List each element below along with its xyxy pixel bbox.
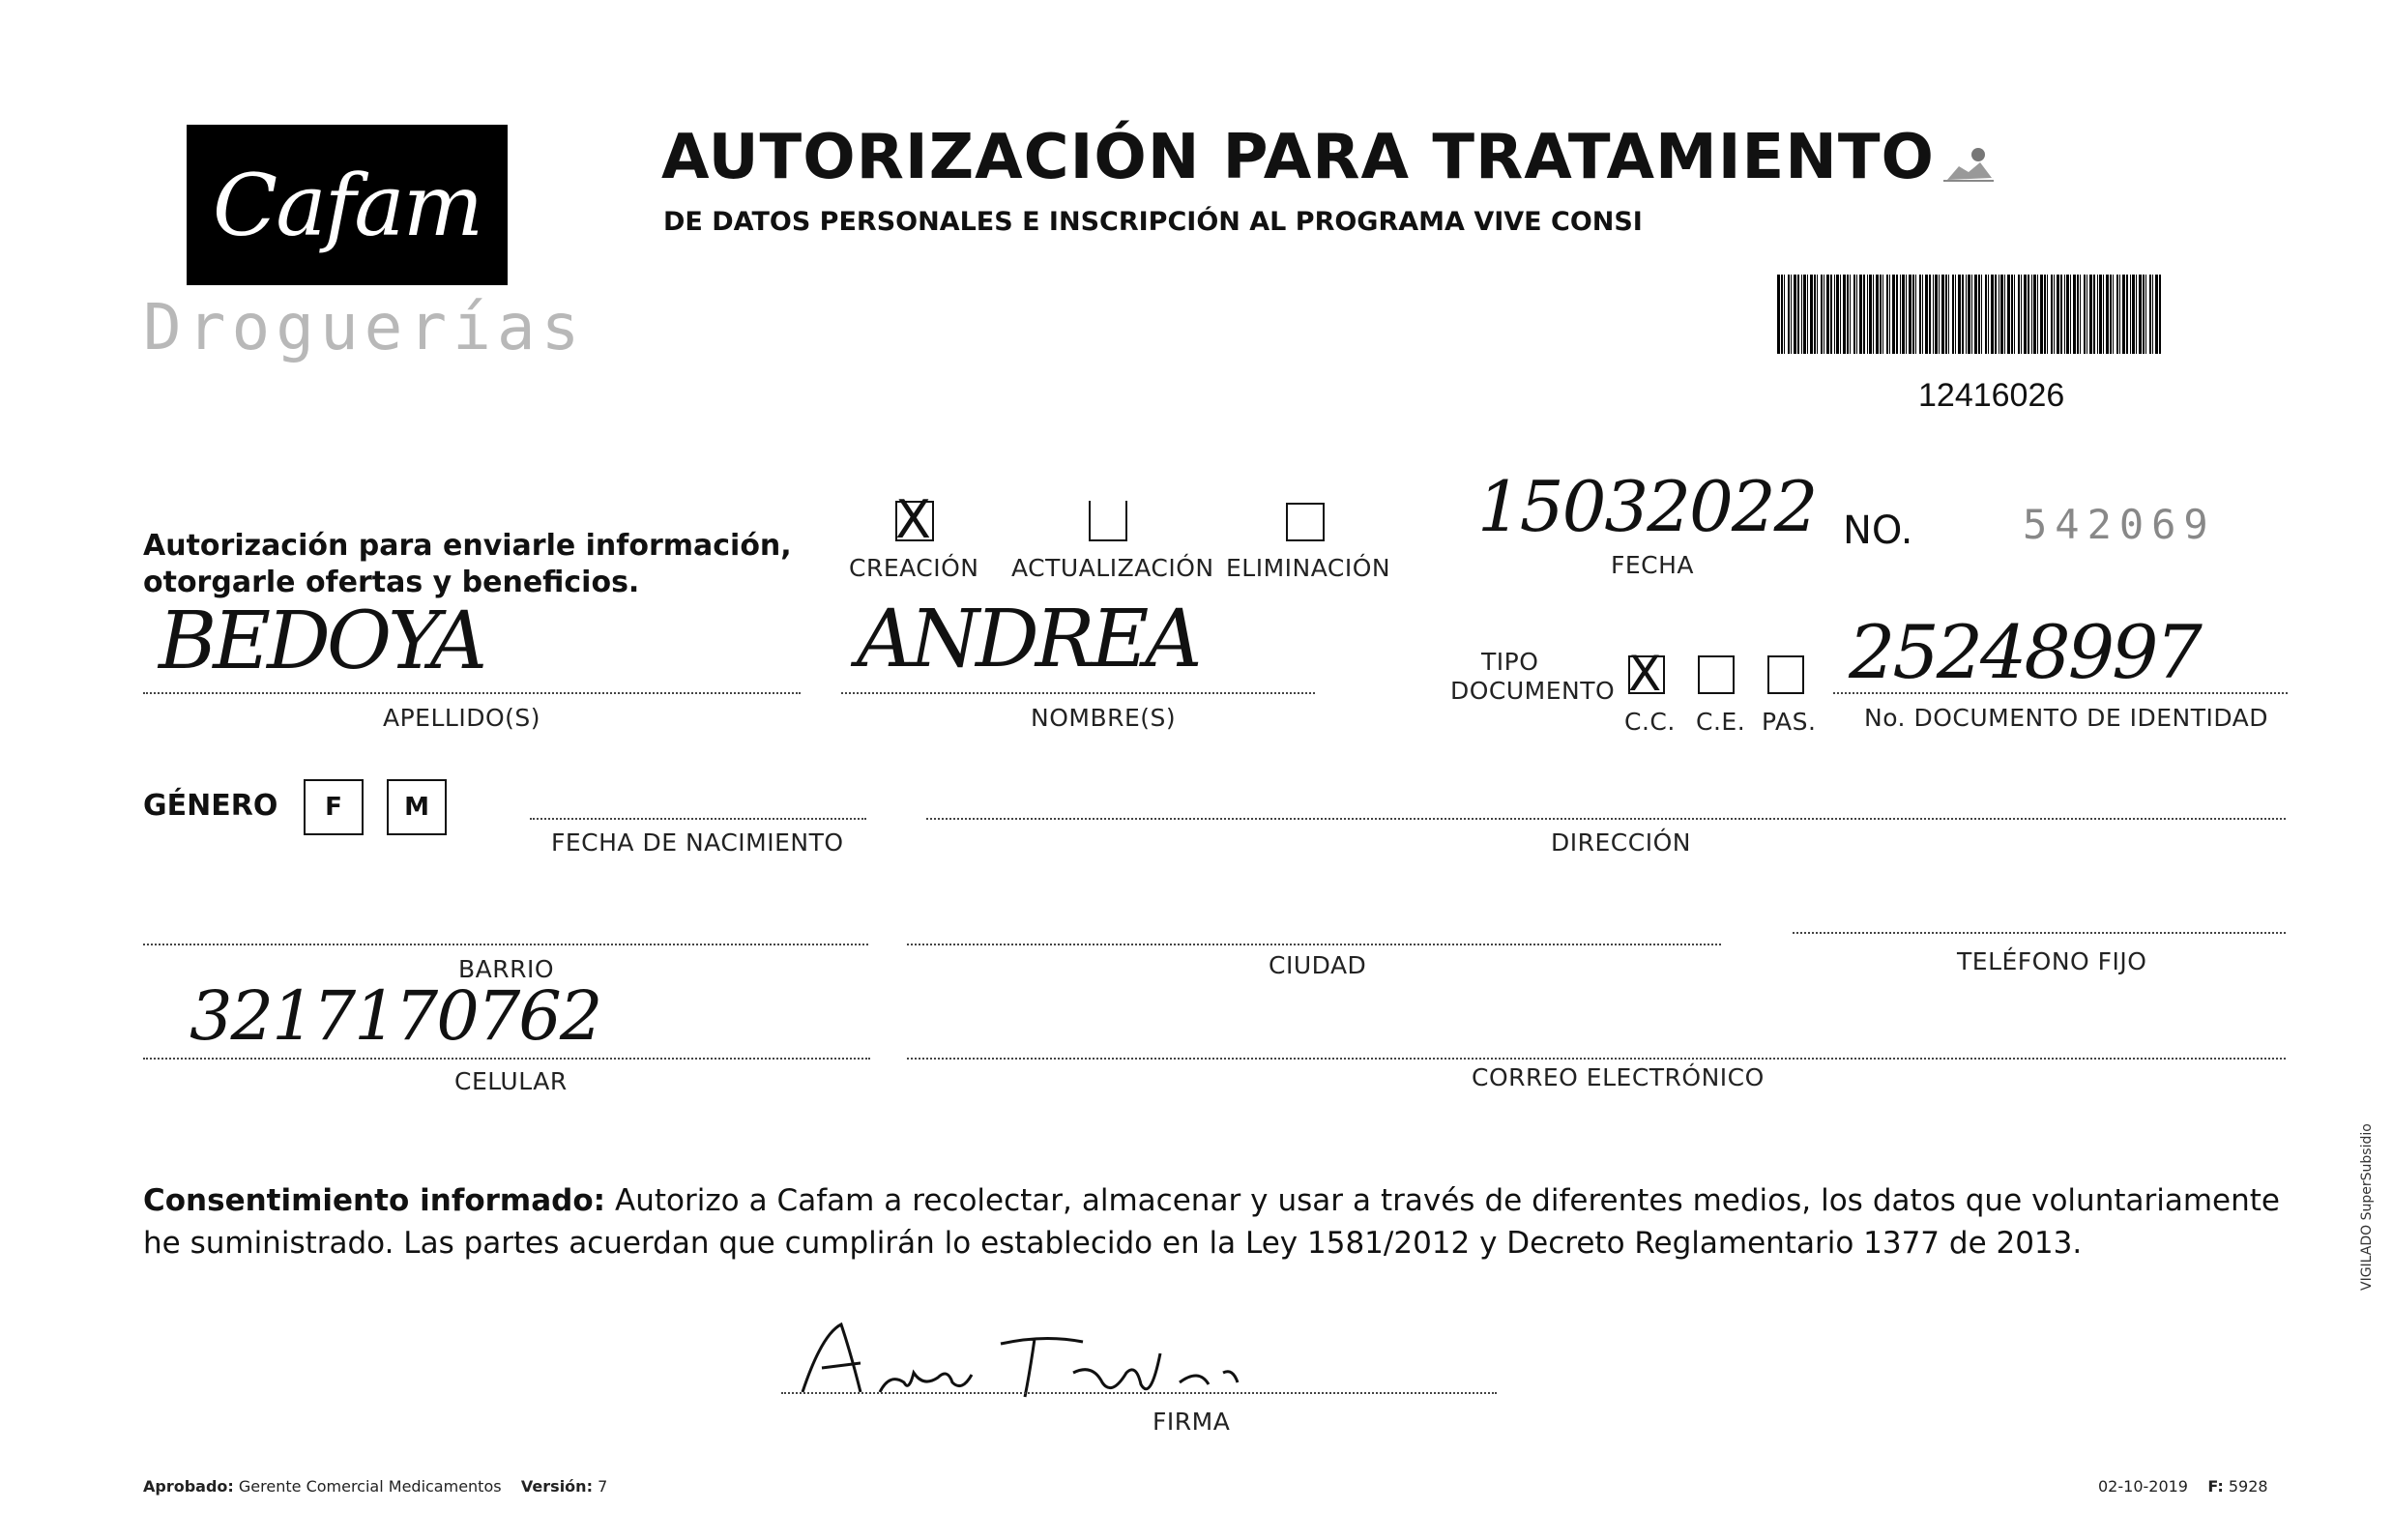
footer-approved-label: Aprobado: xyxy=(143,1477,234,1496)
doc-number-line xyxy=(1833,692,2288,694)
barcode-bar xyxy=(1919,275,1921,354)
barcode-bar xyxy=(1978,275,1980,354)
footer-date: 02-10-2019 xyxy=(2098,1477,2188,1496)
barcode-bar xyxy=(1945,275,1947,354)
barcode-bar xyxy=(2143,275,2145,354)
barcode-bar xyxy=(2018,275,2020,354)
barcode-bar xyxy=(1869,275,1872,354)
consent-paragraph xyxy=(143,1179,2280,1264)
surname-label: APELLIDO(S) xyxy=(383,704,541,732)
barcode-bar xyxy=(2119,275,2120,354)
barcode-bar xyxy=(2031,275,2032,354)
barcode-bar xyxy=(2110,275,2112,354)
update-label: ACTUALIZACIÓN xyxy=(1011,554,1214,582)
date-value[interactable]: 15032022 xyxy=(1477,466,1817,547)
barcode-bar xyxy=(1882,275,1883,354)
authorization-line-2: otorgarle ofertas y beneficios. xyxy=(143,566,640,599)
barcode-bar xyxy=(1853,275,1855,354)
barcode-bar xyxy=(2021,275,2022,354)
surname-line xyxy=(143,692,801,694)
email-line[interactable] xyxy=(907,1058,2286,1060)
footer-version-value: 7 xyxy=(598,1477,608,1496)
barcode-bar xyxy=(2060,275,2062,354)
supersubsidio-text: VIGILADO SuperSubsidio xyxy=(2359,1123,2375,1291)
barcode-bar xyxy=(2116,275,2118,354)
footer-form-label: F: xyxy=(2207,1477,2224,1496)
address-line[interactable] xyxy=(926,818,2286,820)
barcode-bar xyxy=(2132,275,2135,354)
signature-label: FIRMA xyxy=(1153,1408,1231,1436)
gender-f-label: F xyxy=(325,793,342,822)
barcode-bar xyxy=(1830,275,1832,354)
barcode-bar xyxy=(2004,275,2005,354)
barcode-bar xyxy=(2103,275,2104,354)
barcode-bar xyxy=(1909,275,1911,354)
barcode-bar xyxy=(1794,275,1796,354)
barcode-bar xyxy=(2149,275,2151,354)
creation-check-mark: X xyxy=(895,489,931,550)
barcode-bar xyxy=(2033,275,2036,354)
barcode-bar xyxy=(1777,275,1780,354)
barcode-bar xyxy=(2073,275,2076,354)
barcode-bar xyxy=(1840,275,1841,354)
barcode-bar xyxy=(1876,275,1879,354)
barcode-bar xyxy=(1929,275,1931,354)
barcode-bar xyxy=(1781,275,1783,354)
handwritten-signature xyxy=(793,1315,1334,1411)
barcode-bar xyxy=(1991,275,1994,354)
barcode-bar xyxy=(1922,275,1923,354)
barcode-bar xyxy=(2077,275,2079,354)
barcode-bar xyxy=(2139,275,2142,354)
barcode-bar xyxy=(1856,275,1857,354)
birth-date-line[interactable] xyxy=(530,818,866,820)
doc-pas-label: PAS. xyxy=(1762,708,1817,736)
barcode-bar xyxy=(2070,275,2071,354)
barcode-bar xyxy=(2122,275,2125,354)
signature-line[interactable] xyxy=(781,1392,1497,1394)
email-label: CORREO ELECTRÓNICO xyxy=(1472,1063,1765,1091)
doc-ce-checkbox[interactable] xyxy=(1698,655,1735,694)
barcode-bar xyxy=(2044,275,2046,354)
barcode-bar xyxy=(1952,275,1954,354)
barcode-bar xyxy=(2093,275,2095,354)
birth-date-label: FECHA DE NACIMIENTO xyxy=(551,828,844,857)
barcode-bar xyxy=(2066,275,2069,354)
barcode-bar xyxy=(1859,275,1862,354)
barcode-bar xyxy=(1966,275,1967,354)
mobile-line xyxy=(143,1058,870,1060)
footer-approved-value: Gerente Comercial Medicamentos xyxy=(238,1477,502,1496)
footer-form-value: 5928 xyxy=(2228,1477,2268,1496)
barcode-bar xyxy=(1880,275,1882,354)
barcode-bar xyxy=(2130,275,2131,354)
barcode-bar xyxy=(1826,275,1829,354)
barcode-bar xyxy=(1817,275,1818,354)
consent-lead: Consentimiento informado: xyxy=(143,1183,606,1218)
barcode-bar xyxy=(2145,275,2146,354)
authorization-heading xyxy=(143,528,792,601)
phone-label: TELÉFONO FIJO xyxy=(1957,947,2147,975)
barcode-bar xyxy=(1797,275,1799,354)
barcode-bar xyxy=(1810,275,1813,354)
barcode-bar xyxy=(1900,275,1901,354)
barcode-bar xyxy=(1836,275,1839,354)
barcode-bar xyxy=(1902,275,1905,354)
logo-subtitle: Droguerías xyxy=(143,290,586,364)
gender-m-label: M xyxy=(404,793,429,822)
barcode-bar xyxy=(1925,275,1928,354)
barcode-bar xyxy=(2159,275,2161,354)
barcode-bar xyxy=(1892,275,1895,354)
barcode-bar xyxy=(1958,275,1961,354)
barcode-bar xyxy=(2106,275,2109,354)
gender-f-checkbox[interactable] xyxy=(304,779,364,835)
barcode-bar xyxy=(2152,275,2153,354)
consent-text: Autorizo a Cafam a recolectar, almacenar y usar a través de diferentes medios, los datos que voluntariamente he suministrado. Las partes acuerdan que cumplirán lo establecido en la Ley 1581/2012 y Decreto Reglamentario 1377 de 2013. xyxy=(143,1183,2280,1261)
supersubsidio-seal xyxy=(2359,1123,2375,1291)
barcode-bar xyxy=(1941,275,1944,354)
doc-cc-label: C.C. xyxy=(1624,708,1676,736)
city-line[interactable] xyxy=(907,944,1721,945)
phone-line[interactable] xyxy=(1793,932,2286,934)
city-label: CIUDAD xyxy=(1269,951,1367,979)
gender-label: GÉNERO xyxy=(143,789,278,823)
name-line xyxy=(841,692,1315,694)
barcode-bar xyxy=(2064,275,2065,354)
barcode-bar xyxy=(2051,275,2053,354)
barcode-bar xyxy=(2113,275,2114,354)
elimination-label: ELIMINACIÓN xyxy=(1226,554,1391,582)
barcode-bar xyxy=(2024,275,2027,354)
elimination-checkbox[interactable] xyxy=(1286,503,1325,541)
cafam-logo xyxy=(187,125,508,285)
doc-type-label-1: TIPO xyxy=(1481,648,1539,676)
barcode-bar xyxy=(2089,275,2092,354)
surname-value[interactable]: BEDOYA xyxy=(159,596,484,687)
barcode-bar xyxy=(1939,275,1940,354)
barcode-bar xyxy=(1933,275,1934,354)
authorization-line-1: Autorización para enviarle información, xyxy=(143,529,792,563)
doc-number-value[interactable]: 25248997 xyxy=(1849,609,2200,695)
creation-checkbox[interactable] xyxy=(895,489,934,550)
doc-pas-checkbox[interactable] xyxy=(1767,655,1804,694)
barcode-bar xyxy=(1971,275,1972,354)
name-value[interactable]: ANDREA xyxy=(857,594,1199,685)
mobile-label: CELULAR xyxy=(454,1067,568,1095)
barcode-bar xyxy=(1784,275,1785,354)
barcode-bar xyxy=(2054,275,2055,354)
barcode-bar xyxy=(1968,275,1970,354)
barcode-bar xyxy=(2099,275,2102,354)
barcode-bar xyxy=(1955,275,1956,354)
address-label: DIRECCIÓN xyxy=(1551,828,1691,857)
barcode-bar xyxy=(1896,275,1898,354)
form-title: AUTORIZACIÓN PARA TRATAMIENTO xyxy=(661,122,1935,193)
barcode-bar xyxy=(2000,275,2003,354)
barcode-bar xyxy=(1850,275,1851,354)
barcode-bar xyxy=(2126,275,2128,354)
barcode-bar xyxy=(2097,275,2098,354)
barcode-bar xyxy=(2037,275,2038,354)
barcode-bar xyxy=(2047,275,2048,354)
footer-version-label: Versión: xyxy=(520,1477,593,1496)
barcode-bar xyxy=(1962,275,1964,354)
barcode-bar xyxy=(1814,275,1816,354)
barcode-bar xyxy=(1889,275,1890,354)
serial-number: 542069 xyxy=(2023,501,2216,548)
barcode-bar xyxy=(1974,275,1977,354)
doc-number-label: No. DOCUMENTO DE IDENTIDAD xyxy=(1864,704,2269,732)
barcode-bar xyxy=(1948,275,1949,354)
barcode-bar xyxy=(1843,275,1846,354)
barcode-bar xyxy=(1788,275,1790,354)
logo-brand: Cafam xyxy=(212,155,482,255)
barcode-bar xyxy=(1791,275,1792,354)
footer-date-form xyxy=(2098,1477,2268,1496)
name-label: NOMBRE(S) xyxy=(1031,704,1177,732)
gender-m-checkbox[interactable] xyxy=(387,779,447,835)
creation-label: CREACIÓN xyxy=(849,554,979,582)
barcode-bar xyxy=(1867,275,1868,354)
barcode-bar xyxy=(1886,275,1888,354)
barrio-label: BARRIO xyxy=(458,955,555,983)
doc-cc-checkbox[interactable] xyxy=(1628,646,1665,702)
barcode-bar xyxy=(1807,275,1808,354)
barcode-bar xyxy=(1847,275,1849,354)
barcode-bar xyxy=(2057,275,2059,354)
barcode-bar xyxy=(2155,275,2158,354)
update-checkbox[interactable] xyxy=(1089,501,1127,541)
barcode-bar xyxy=(2084,275,2086,354)
barcode-bar xyxy=(2011,275,2013,354)
emblem-icon xyxy=(1940,143,1998,184)
barcode-bar xyxy=(1915,275,1916,354)
barcode-bar xyxy=(2040,275,2043,354)
barcode-bar xyxy=(1863,275,1865,354)
barcode-bar xyxy=(1873,275,1874,354)
barcode-bar xyxy=(1981,275,1982,354)
doc-ce-label: C.E. xyxy=(1696,708,1746,736)
barcode-bar xyxy=(1834,275,1835,354)
barcode-bar xyxy=(1821,275,1823,354)
date-label: FECHA xyxy=(1611,551,1695,579)
barrio-line[interactable] xyxy=(143,944,868,945)
barcode-number: 12416026 xyxy=(1918,377,2065,414)
barcode-bar xyxy=(2136,275,2137,354)
barcode xyxy=(1777,275,2164,354)
doc-type-label-2: DOCUMENTO xyxy=(1450,677,1616,705)
barcode-bar xyxy=(1988,275,1989,354)
barcode-bar xyxy=(1985,275,1987,354)
barcode-bar xyxy=(2007,275,2010,354)
barcode-bar xyxy=(1912,275,1914,354)
barcode-bar xyxy=(1801,275,1802,354)
barcode-bar xyxy=(2080,275,2081,354)
barcode-bar xyxy=(1906,275,1907,354)
barcode-bar xyxy=(1935,275,1938,354)
barcode-bar xyxy=(2014,275,2015,354)
footer-approval xyxy=(143,1477,607,1496)
serial-label: NO. xyxy=(1843,508,1913,553)
barcode-bar xyxy=(1995,275,1997,354)
barcode-bar xyxy=(2028,275,2029,354)
form-subtitle: DE DATOS PERSONALES E INSCRIPCIÓN AL PROGRAMA VIVE CONSI xyxy=(663,207,1643,237)
mobile-value[interactable]: 3217170762 xyxy=(190,976,601,1056)
barcode-bar xyxy=(1803,275,1806,354)
doc-cc-check-mark: X xyxy=(1628,646,1662,702)
